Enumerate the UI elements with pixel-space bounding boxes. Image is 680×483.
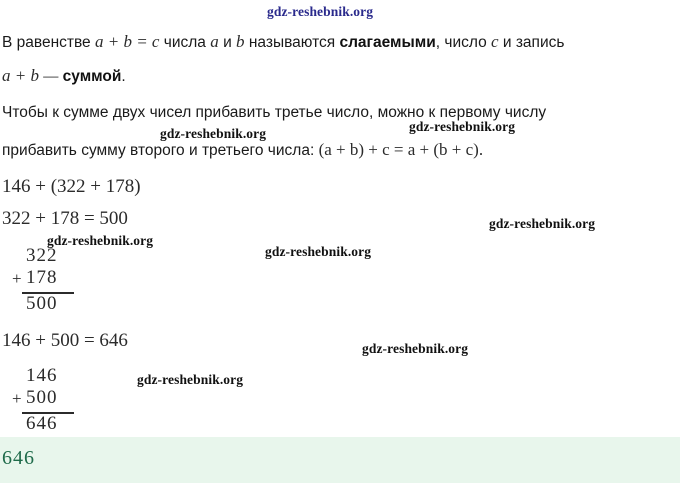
watermark: gdz-reshebnik.org xyxy=(137,372,244,387)
addition-result: 500 xyxy=(26,293,58,314)
text-fragment: . xyxy=(121,68,126,85)
math-associative-law: (a + b) + c = a + (b + c). xyxy=(318,140,484,159)
paragraph-rule-line2 xyxy=(2,140,483,161)
text-fragment: В равенстве xyxy=(2,34,91,51)
text-fragment: и запись xyxy=(502,34,565,51)
column-addition-2 xyxy=(12,366,82,438)
paragraph-rule-line1: Чтобы к сумме двух чисел прибавить третье число, можно к первому числу xyxy=(2,104,547,121)
addition-result: 646 xyxy=(26,413,58,434)
column-addition-row xyxy=(12,246,82,268)
addend-second: 178 xyxy=(26,267,58,288)
expression-step2: 146 + 500 = 646 xyxy=(2,330,128,351)
column-addition-1 xyxy=(12,246,82,318)
plus-sign: + xyxy=(12,269,22,288)
addend-first: 146 xyxy=(26,365,58,386)
math-a-plus-b-dash: a + b — xyxy=(2,66,59,85)
watermark: gdz-reshebnik.org xyxy=(160,126,267,141)
addend-second: 500 xyxy=(26,387,58,408)
text-fragment: , число xyxy=(435,34,487,51)
math-equality-abc: a + b = c xyxy=(94,32,160,51)
watermark-title: gdz-reshebnik.org xyxy=(267,4,374,19)
paragraph-definition xyxy=(2,32,564,53)
watermark: gdz-reshebnik.org xyxy=(489,216,596,231)
math-var-a: a xyxy=(210,32,219,51)
expression-step1: 322 + 178 = 500 xyxy=(2,208,128,229)
text-fragment: называются xyxy=(248,34,336,51)
column-addition-row xyxy=(12,414,82,436)
answer-bar xyxy=(0,437,680,483)
column-addition-row xyxy=(12,388,82,410)
expression-main: 146 + (322 + 178) xyxy=(2,176,141,197)
watermark: gdz-reshebnik.org xyxy=(47,233,154,248)
text-fragment: и xyxy=(223,34,232,51)
text-fragment: числа xyxy=(163,34,206,51)
paragraph-sum-term xyxy=(2,66,126,87)
math-var-b: b xyxy=(236,32,245,51)
column-addition-row xyxy=(12,366,82,388)
term-slagaemymi: слагаемыми xyxy=(339,34,436,51)
plus-sign: + xyxy=(12,389,22,408)
watermark: gdz-reshebnik.org xyxy=(362,341,469,356)
column-addition-row xyxy=(12,268,82,290)
column-addition-row xyxy=(12,294,82,316)
watermark: gdz-reshebnik.org xyxy=(265,244,372,259)
addend-first: 322 xyxy=(26,245,58,266)
math-var-c: c xyxy=(491,32,499,51)
text-fragment: прибавить сумму второго и третьего числа: xyxy=(2,142,315,159)
final-answer: 646 xyxy=(2,447,35,469)
watermark: gdz-reshebnik.org xyxy=(409,119,516,134)
term-summoy: суммой xyxy=(62,68,122,85)
